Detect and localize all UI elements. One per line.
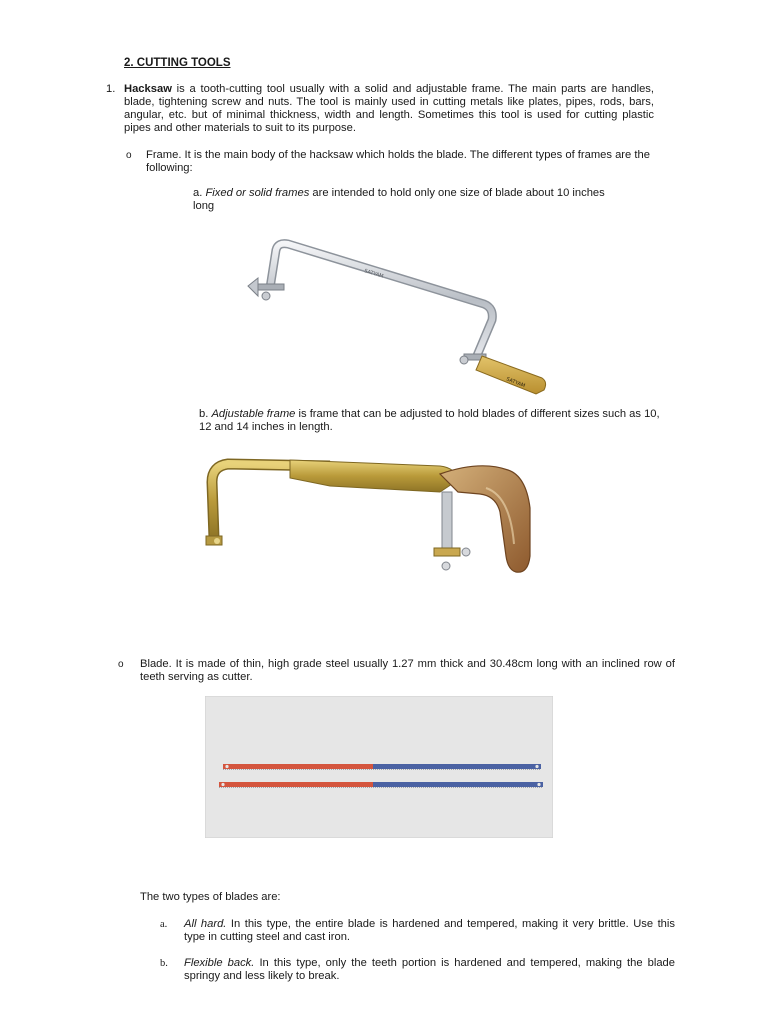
- fixed-frame-prefix: a.: [193, 187, 206, 199]
- frame-bullet: o: [126, 150, 132, 161]
- blade-type-label: a.: [160, 919, 168, 930]
- hacksaw-blades-image: [205, 696, 553, 838]
- blade-type-description: In this type, only the teeth portion is hardened and tempered, making the blade springy and less likely to break.: [184, 957, 675, 982]
- blade-type-item: [160, 918, 675, 944]
- adjustable-frame-hacksaw-image: [190, 452, 536, 580]
- handle-brand-text: SATYAM: [505, 376, 526, 390]
- blade-paragraph: Blade. It is made of thin, high grade steel usually 1.27 mm thick and 30.48cm long with an inclined row of teeth serving as cutter.: [140, 658, 675, 683]
- adjustable-frame-description: is frame that can be adjusted to hold blades of different sizes such as 10, 12 and 14 inches in length.: [199, 408, 660, 433]
- adjustable-frame-prefix: b.: [199, 408, 212, 420]
- blade-type-term: Flexible back.: [184, 957, 255, 969]
- item-number: 1.: [106, 83, 116, 95]
- hacksaw-paragraph: [124, 83, 654, 135]
- hacksaw-term: Hacksaw: [124, 83, 172, 95]
- section-title: 2. CUTTING TOOLS: [124, 57, 231, 69]
- frame-brand-text: SATYAM: [363, 268, 385, 280]
- fixed-frame-hacksaw-image: [236, 228, 552, 398]
- adjustable-frame-paragraph: [199, 408, 669, 434]
- blade-types-intro: The two types of blades are:: [140, 891, 281, 903]
- adjustable-frame-term: Adjustable frame: [211, 408, 296, 420]
- fixed-frame-term: Fixed or solid frames: [205, 187, 310, 199]
- blade-type-description: In this type, the entire blade is hardened and tempered, making it very brittle. Use this type in cutting steel and cast iron.: [184, 918, 675, 943]
- blade-type-label: b.: [160, 958, 168, 969]
- blade-type-item: [160, 957, 675, 983]
- blade-type-term: All hard.: [184, 918, 227, 930]
- blade-bullet: o: [118, 659, 124, 670]
- frame-paragraph: Frame. It is the main body of the hacksaw which holds the blade. The different types of frames are the following:: [146, 149, 650, 174]
- fixed-frame-description: are intended to hold only one size of blade about 10 inches long: [193, 187, 605, 212]
- hacksaw-description: is a tooth-cutting tool usually with a solid and adjustable frame. The main parts are handles, blade, tightening screw and nuts. The tool is mainly used in cutting metals like plates, pipes, rods, bars, angular, etc. but of minimal thickness, width and length. Sometimes this tool is used for cutting plastic pipes and other materials to suit to its purpose.: [124, 83, 654, 134]
- fixed-frame-paragraph: [193, 187, 623, 213]
